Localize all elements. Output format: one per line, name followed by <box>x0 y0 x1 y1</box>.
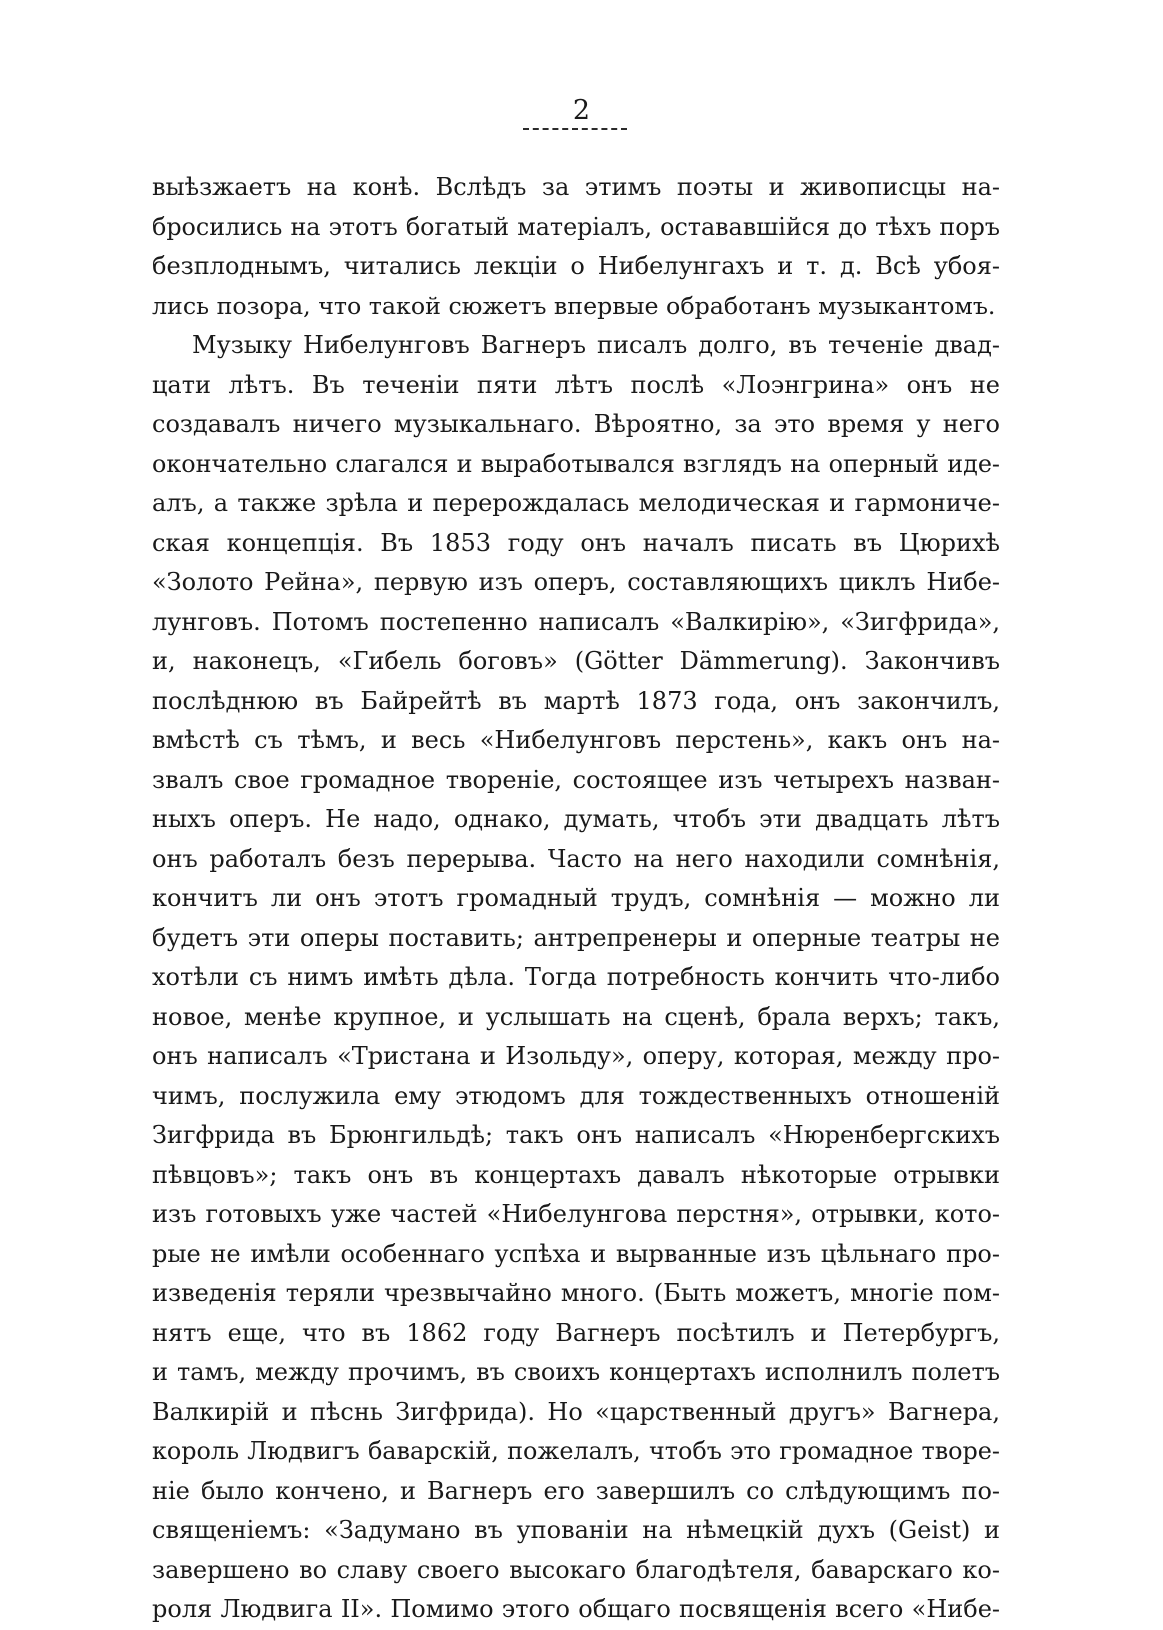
text-line: изъ готовыхъ уже частей «Нибелунгова перстня», отрывки, кото- <box>152 1200 1000 1228</box>
text-line: окончательно слагался и выработывался взглядъ на оперный иде- <box>152 449 1000 478</box>
text-line: нятъ еще, что въ 1862 году Вагнеръ посѣтилъ и Петербургъ, <box>152 1318 1000 1347</box>
text-line: онъ написалъ «Тристана и Изольду», оперу, которая, между про- <box>152 1042 1000 1070</box>
body-text <box>152 168 1000 1630</box>
text-line: лунговъ. Потомъ постепенно написалъ «Валкирію», «Зигфрида», <box>152 607 1000 636</box>
text-line: безплоднымъ, читались лекціи о Нибелунгахъ и т. д. Всѣ убоя- <box>152 252 1000 280</box>
text-line: завершено во славу своего высокаго благодѣтеля, баварскаго ко- <box>152 1555 1000 1584</box>
text-line: вмѣстѣ съ тѣмъ, и весь «Нибелунговъ перстень», какъ онъ на- <box>152 726 1000 754</box>
text-line: Валкирій и пѣснь Зигфрида). Но «царственный другъ» Вагнера, <box>152 1397 1000 1426</box>
text-line: хотѣли съ нимъ имѣть дѣла. Тогда потребность кончить что-либо <box>152 963 1000 991</box>
text-line: священіемъ: «Задумано въ упованіи на нѣмецкій духъ (Geist) и <box>152 1516 1000 1544</box>
text-line: бросились на этотъ богатый матеріалъ, остававшійся до тѣхъ поръ <box>152 212 1000 241</box>
text-line: роля Людвига II». Помимо этого общаго посвященія всего «Нибе- <box>152 1595 1000 1623</box>
text-line: ныхъ оперъ. Не надо, однако, думать, чтобъ эти двадцать лѣтъ <box>152 805 1000 833</box>
text-line: Зигфрида въ Брюнгильдѣ; такъ онъ написалъ «Нюренбергскихъ <box>152 1121 1000 1149</box>
text-line: выѣзжаетъ на конѣ. Вслѣдъ за этимъ поэты и живописцы на- <box>152 173 1000 201</box>
text-line: ская концепція. Въ 1853 году онъ началъ писать въ Цюрихѣ <box>152 528 1000 557</box>
text-line: рые не имѣли особеннаго успѣха и вырванные изъ цѣльнаго про- <box>152 1239 1000 1268</box>
paragraph-2 <box>152 326 1000 1630</box>
text-line: чимъ, послужила ему этюдомъ для тождественныхъ отношеній <box>152 1081 1000 1110</box>
text-line: новое, менѣе крупное, и услышать на сценѣ, брала верхъ; такъ, <box>152 1002 1000 1031</box>
text-line: пѣвцовъ»; такъ онъ въ концертахъ давалъ нѣкоторые отрывки <box>152 1160 1000 1189</box>
text-line: звалъ свое громадное твореніе, состоящее изъ четырехъ назван- <box>152 765 1000 794</box>
text-line: ніе было кончено, и Вагнеръ его завершилъ со слѣдующимъ по- <box>152 1476 1000 1505</box>
text-line: кончитъ ли онъ этотъ громадный трудъ, сомнѣнія — можно ли <box>152 884 1000 912</box>
text-line: король Людвигъ баварскій, пожелалъ, чтобъ это громадное творе- <box>152 1437 1000 1465</box>
page-number-rule <box>523 128 627 130</box>
text-line: онъ работалъ безъ перерыва. Часто на него находили сомнѣнія, <box>152 844 1000 873</box>
text-line: цати лѣтъ. Въ теченіи пяти лѣтъ послѣ «Лоэнгрина» онъ не <box>152 370 1000 399</box>
paragraph-1 <box>152 168 1000 326</box>
page-number: 2 <box>572 95 591 126</box>
text-line: создавалъ ничего музыкальнаго. Вѣроятно, за это время у него <box>152 410 1000 438</box>
text-line: послѣднюю въ Байрейтѣ въ мартѣ 1873 года, онъ закончилъ, <box>152 686 1000 715</box>
text-line: изведенія теряли чрезвычайно много. (Быть можетъ, многіе пом- <box>152 1279 1000 1307</box>
text-line: и тамъ, между прочимъ, въ своихъ концертахъ исполнилъ полетъ <box>152 1358 1000 1386</box>
text-line: лись позора, что такой сюжетъ впервые обработанъ музыкантомъ. <box>152 291 996 320</box>
text-line: алъ, а также зрѣла и перерождалась мелодическая и гармониче- <box>152 489 1000 517</box>
text-line: «Золото Рейна», первую изъ оперъ, составляющихъ циклъ Нибе- <box>152 568 1000 596</box>
text-line: Музыку Нибелунговъ Вагнеръ писалъ долго, въ теченіе двад- <box>192 331 1000 359</box>
text-line: будетъ эти оперы поставить; антрепренеры и оперные театры не <box>152 923 1000 952</box>
text-line: и, наконецъ, «Гибель боговъ» (Götter Dämmerung). Закончивъ <box>152 647 1000 675</box>
